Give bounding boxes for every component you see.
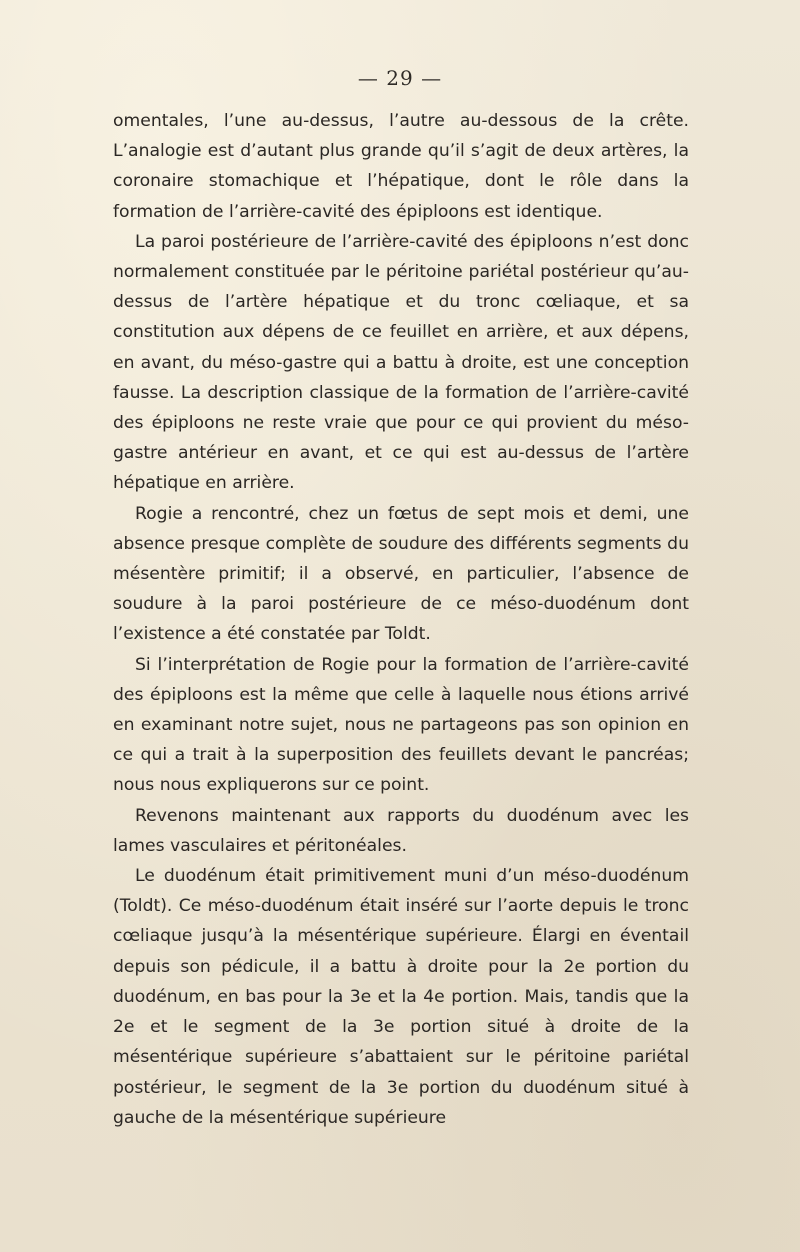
paragraph-6: Le duodénum était primitivement muni d’un méso-duodénum (Toldt). Ce méso-duodénum était inséré sur l’aorte depuis le tronc cœliaque jusqu’à la mésentérique supérieure. Élargi en éventail depuis son pédicule, il a battu à droite pour la 2e portion du duodénum, en bas pour la 3e et la 4e portion. Mais, tandis que la 2e et le segment de la 3e portion situé à droite de la mésentérique supérieure s’abattaient sur le péritoine pariétal postérieur, le segment de la 3e portion du duodénum situé à gauche de la mésentérique supérieure bbox=[113, 866, 689, 1128]
paragraph-5: Revenons maintenant aux rapports du duodénum avec les lames vasculaires et péritonéales. bbox=[113, 805, 689, 856]
body-text bbox=[113, 106, 689, 1133]
paragraph-3: Rogie a rencontré, chez un fœtus de sept mois et demi, une absence presque complète de soudure des différents segments du mésentère primitif; il a observé, en particulier, l’absence de soudure à la paroi postérieure de ce méso-duodénum dont l’existence a été constatée par Toldt. bbox=[113, 503, 689, 645]
paragraph-1: omentales, l’une au-dessus, l’autre au-dessous de la crête. L’analogie est d’autant plus grande qu’il s’agit de deux artères, la coronaire stomachique et l’hépatique, dont le rôle dans la formation de l’arrière-cavité des épiploons est identique. bbox=[113, 111, 689, 222]
paragraph-2: La paroi postérieure de l’arrière-cavité des épiploons n’est donc normalement constituée par le péritoine pariétal postérieur qu’au-dessus de l’artère hépatique et du tronc cœliaque, et sa constitution aux dépens de ce feuillet en arrière, et aux dépens, en avant, du méso-gastre qui a battu à droite, est une conception fausse. La description classique de la formation de l’arrière-cavité des épiploons ne reste vraie que pour ce qui provient du méso-gastre antérieur en avant, et ce qui est au-dessus de l’artère hépatique en arrière. bbox=[113, 231, 689, 494]
page-number: — 29 — bbox=[357, 66, 443, 90]
paragraph-4: Si l’interprétation de Rogie pour la formation de l’arrière-cavité des épiploons est la même que celle à laquelle nous étions arrivé en examinant notre sujet, nous ne partageons pas son opinion en ce qui a trait à la superposition des feuillets devant le pancréas; nous nous expliquerons sur ce point. bbox=[113, 654, 689, 796]
